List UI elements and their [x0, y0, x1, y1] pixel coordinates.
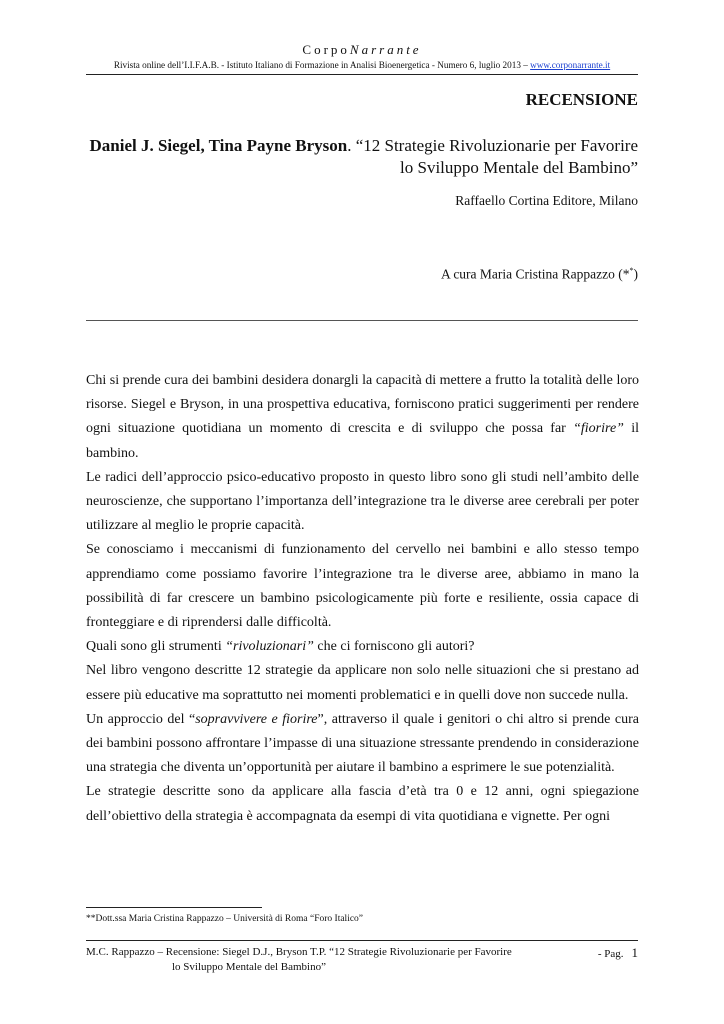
- publisher: Raffaello Cortina Editore, Milano: [455, 193, 638, 208]
- paragraph: Quali sono gli strumenti “rivoluzionari” che ci forniscono gli autori?: [86, 639, 475, 655]
- journal-brand: CorpoNarrante: [302, 42, 422, 57]
- journal-info: Rivista online dell’I.I.F.A.B. - Istituto Italiano di Formazione in Analisi Bioenergetica - Numero 6, luglio 2013 – www.corponarrante.it: [113, 60, 611, 70]
- paragraph: Chi si prende cura dei bambini desidera donargli la capacità di mettere a frutto la totalità delle loro risorse. Siegel e Bryson, in una prospettiva educativa, forniscono pratici suggerimenti per rendere ogni situazione quotidiana un momento di crescita e di sviluppo che possa far “fiorire” il bambino.: [86, 373, 639, 461]
- header-rule: [86, 74, 638, 75]
- book-authors: Daniel J. Siegel, Tina Payne Bryson: [89, 136, 348, 155]
- section-label: RECENSIONE: [525, 90, 638, 109]
- journal-website-link[interactable]: www.corponarrante.it: [530, 60, 611, 70]
- book-title-line2: lo Sviluppo Mentale del Bambino”: [400, 158, 638, 177]
- footer-rule: [86, 940, 638, 941]
- paragraph: Se conosciamo i meccanismi di funzionamento del cervello nei bambini e allo stesso tempo apprendiamo come possiamo favorire l’integrazione tra le diverse aree, abbiamo in mano la possibilità di far crescere un bambino psicologicamente più forte e resiliente, ossia capace di fronteggiare e di riprendersi dalle difficoltà.: [86, 542, 639, 631]
- paragraph: Nel libro vengono descritte 12 strategie da applicare non solo nelle situazioni che si prestano ad essere più educative ma soprattutto nei momenti problematici e in quelli dove non succede nulla.: [86, 663, 639, 703]
- page-number: - Pag. 1: [597, 945, 638, 960]
- paragraph: Un approccio del “sopravvivere e fiorire”, attraverso il quale i genitori o chi altro si prende cura dei bambini possono affrontare l’impasse di una situazione stressante prendendo in considerazione una strategia che diventa un’opportunità per aiutare il bambino a esprimere le sue potenzialità.: [86, 711, 639, 776]
- page-footer: [86, 945, 638, 975]
- footnote: **Dott.ssa Maria Cristina Rappazzo – Università di Roma “Foro Italico”: [86, 914, 364, 924]
- title-separator: [86, 320, 638, 321]
- running-header: [86, 42, 638, 72]
- review-title: [78, 135, 638, 179]
- book-title-line1: . “12 Strategie Rivoluzionarie per Favorire: [347, 136, 638, 155]
- curator: A cura Maria Cristina Rappazzo (**): [440, 266, 638, 282]
- footnote-rule: [86, 907, 262, 908]
- footer-citation: M.C. Rappazzo – Recensione: Siegel D.J., Bryson T.P. “12 Strategie Rivoluzionarie per Favorire lo Sviluppo Mentale del Bambino”: [86, 946, 512, 973]
- paragraph: Le strategie descritte sono da applicare alla fascia d’età tra 0 e 12 anni, ogni spiegazione dell’obiettivo della strategia è accompagnata da esempi di vita quotidiana e vignette. Per ogni: [86, 784, 639, 824]
- review-body: [86, 369, 639, 829]
- paragraph: Le radici dell’approccio psico-educativo proposto in questo libro sono gli studi nell’ambito delle neuroscienze, che supportano l’importanza dell’integrazione tra le diverse aree cerebrali per poter utilizzare al meglio le proprie capacità.: [86, 469, 639, 534]
